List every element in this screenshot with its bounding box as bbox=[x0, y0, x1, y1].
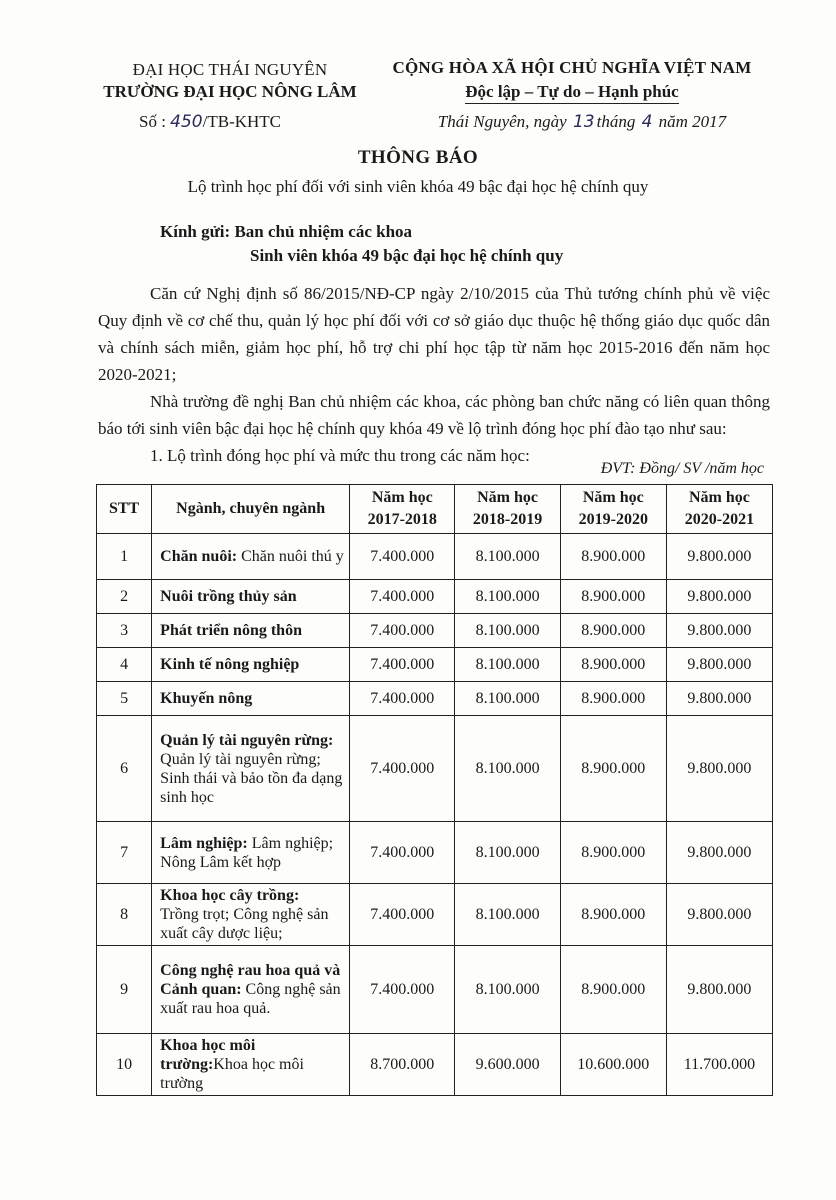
table-header-row bbox=[97, 485, 773, 534]
organization-name: TRƯỜNG ĐẠI HỌC NÔNG LÂM bbox=[103, 82, 357, 101]
cell-fee-year-2: 8.100.000 bbox=[455, 580, 560, 614]
cell-fee-year-2: 8.100.000 bbox=[455, 648, 560, 682]
major-name: Khuyến nông bbox=[160, 690, 253, 707]
issuer-block bbox=[80, 60, 380, 132]
major-name: Phát triển nông thôn bbox=[160, 622, 302, 639]
cell-stt: 2 bbox=[97, 580, 152, 614]
cell-fee-year-3: 8.900.000 bbox=[560, 884, 666, 946]
table-body bbox=[97, 534, 773, 1096]
major-name: Khoa học môi trường: bbox=[160, 1037, 256, 1073]
header-year-2: Năm học 2018-2019 bbox=[455, 485, 560, 534]
issue-date: Thái Nguyên, ngày 13 tháng 4 năm 2017 bbox=[437, 112, 727, 132]
cell-fee-year-1: 7.400.000 bbox=[350, 884, 455, 946]
national-header bbox=[392, 58, 752, 132]
cell-fee-year-3: 8.900.000 bbox=[560, 682, 666, 716]
document-body bbox=[98, 280, 770, 469]
header-year-1: Năm học 2017-2018 bbox=[350, 485, 455, 534]
specialization-list: Quản lý tài nguyên rừng; Sinh thái và bảo tồn đa dạng sinh học bbox=[160, 750, 343, 806]
specialization-list: Chăn nuôi thú y bbox=[237, 548, 344, 565]
cell-fee-year-2: 8.100.000 bbox=[455, 884, 560, 946]
recipient-line-2: Sinh viên khóa 49 bậc đại học hệ chính quy bbox=[250, 246, 564, 265]
paragraph-request: Nhà trường đề nghị Ban chủ nhiệm các khoa, các phòng ban chức năng có liên quan thông báo tới sinh viên bậc đại học hệ chính quy khóa 49 về lộ trình đóng học phí đào tạo như sau: bbox=[98, 392, 770, 438]
cell-fee-year-4: 9.800.000 bbox=[666, 614, 772, 648]
cell-major bbox=[152, 534, 350, 580]
specialization-list: Khoa học môi trường bbox=[160, 1056, 304, 1092]
table-row bbox=[97, 1034, 773, 1096]
header-stt: STT bbox=[97, 485, 152, 534]
specialization-list: Trồng trọt; Công nghệ sản xuất cây dược liệu; bbox=[160, 906, 329, 942]
header-major: Ngành, chuyên ngành bbox=[152, 485, 350, 534]
cell-major bbox=[152, 1034, 350, 1096]
cell-stt: 7 bbox=[97, 822, 152, 884]
paragraph-section-1: 1. Lộ trình đóng học phí và mức thu trong các năm học: bbox=[150, 446, 530, 465]
recipients-block bbox=[160, 220, 563, 268]
cell-fee-year-3: 8.900.000 bbox=[560, 716, 666, 822]
table-row bbox=[97, 580, 773, 614]
cell-stt: 10 bbox=[97, 1034, 152, 1096]
cell-fee-year-1: 7.400.000 bbox=[350, 648, 455, 682]
cell-fee-year-3: 8.900.000 bbox=[560, 580, 666, 614]
major-name: Chăn nuôi: bbox=[160, 548, 238, 565]
cell-fee-year-3: 8.900.000 bbox=[560, 614, 666, 648]
cell-stt: 5 bbox=[97, 682, 152, 716]
cell-stt: 1 bbox=[97, 534, 152, 580]
table-row bbox=[97, 946, 773, 1034]
cell-fee-year-2: 8.100.000 bbox=[455, 946, 560, 1034]
cell-major bbox=[152, 946, 350, 1034]
cell-fee-year-3: 10.600.000 bbox=[560, 1034, 666, 1096]
cell-fee-year-1: 7.400.000 bbox=[350, 946, 455, 1034]
cell-fee-year-2: 8.100.000 bbox=[455, 822, 560, 884]
national-motto: Độc lập – Tự do – Hạnh phúc bbox=[465, 82, 678, 104]
cell-major bbox=[152, 648, 350, 682]
cell-stt: 3 bbox=[97, 614, 152, 648]
cell-fee-year-1: 7.400.000 bbox=[350, 716, 455, 822]
date-month-handwritten: 4 bbox=[641, 112, 653, 132]
table-row bbox=[97, 682, 773, 716]
cell-fee-year-4: 9.800.000 bbox=[666, 822, 772, 884]
cell-fee-year-2: 8.100.000 bbox=[455, 614, 560, 648]
header-year-4: Năm học 2020-2021 bbox=[666, 485, 772, 534]
cell-fee-year-4: 9.800.000 bbox=[666, 648, 772, 682]
cell-fee-year-1: 7.400.000 bbox=[350, 580, 455, 614]
document-number: Số : 450/TB-KHTC bbox=[138, 112, 282, 132]
cell-fee-year-2: 8.100.000 bbox=[455, 716, 560, 822]
cell-fee-year-3: 8.900.000 bbox=[560, 822, 666, 884]
cell-fee-year-4: 9.800.000 bbox=[666, 534, 772, 580]
cell-fee-year-1: 7.400.000 bbox=[350, 534, 455, 580]
cell-fee-year-1: 7.400.000 bbox=[350, 822, 455, 884]
nation-title: CỘNG HÒA XÃ HỘI CHỦ NGHĨA VIỆT NAM bbox=[392, 58, 752, 77]
document-title: THÔNG BÁO bbox=[357, 147, 479, 168]
tuition-table bbox=[96, 484, 773, 1096]
major-name: Kinh tế nông nghiệp bbox=[160, 656, 300, 673]
table-row bbox=[97, 648, 773, 682]
cell-fee-year-3: 8.900.000 bbox=[560, 534, 666, 580]
cell-fee-year-4: 9.800.000 bbox=[666, 884, 772, 946]
table-row bbox=[97, 716, 773, 822]
cell-fee-year-2: 8.100.000 bbox=[455, 534, 560, 580]
major-name: Lâm nghiệp: bbox=[160, 834, 248, 852]
header-year-3: Năm học 2019-2020 bbox=[560, 485, 666, 534]
cell-fee-year-4: 9.800.000 bbox=[666, 946, 772, 1034]
cell-fee-year-4: 11.700.000 bbox=[666, 1034, 772, 1096]
cell-fee-year-1: 8.700.000 bbox=[350, 1034, 455, 1096]
cell-fee-year-1: 7.400.000 bbox=[350, 682, 455, 716]
table-row bbox=[97, 884, 773, 946]
cell-stt: 4 bbox=[97, 648, 152, 682]
document-number-handwritten: 450 bbox=[170, 112, 203, 132]
cell-fee-year-3: 8.900.000 bbox=[560, 648, 666, 682]
cell-major bbox=[152, 682, 350, 716]
cell-fee-year-2: 9.600.000 bbox=[455, 1034, 560, 1096]
major-name: Khoa học cây trồng: bbox=[160, 887, 300, 904]
major-name: Công nghệ rau hoa quả và Cảnh quan: bbox=[160, 962, 341, 998]
table-row bbox=[97, 614, 773, 648]
cell-major bbox=[152, 614, 350, 648]
specialization-list: Lâm nghiệp; Nông Lâm kết hợp bbox=[160, 834, 334, 871]
major-name: Nuôi trồng thủy sản bbox=[160, 588, 297, 605]
cell-major bbox=[152, 580, 350, 614]
table-row bbox=[97, 534, 773, 580]
cell-major bbox=[152, 822, 350, 884]
specialization-list: Công nghệ sản xuất rau hoa quả. bbox=[160, 981, 341, 1017]
cell-stt: 6 bbox=[97, 716, 152, 822]
major-name: Quản lý tài nguyên rừng: bbox=[160, 731, 334, 749]
cell-fee-year-1: 7.400.000 bbox=[350, 614, 455, 648]
cell-fee-year-4: 9.800.000 bbox=[666, 716, 772, 822]
recipient-line-1: Ban chủ nhiệm các khoa bbox=[234, 222, 413, 241]
cell-stt: 9 bbox=[97, 946, 152, 1034]
cell-major bbox=[152, 716, 350, 822]
recipients-label: Kính gửi: bbox=[160, 222, 231, 241]
document-subtitle: Lộ trình học phí đối với sinh viên khóa 49 bậc đại học hệ chính quy bbox=[187, 177, 649, 196]
cell-fee-year-3: 8.900.000 bbox=[560, 946, 666, 1034]
date-day-handwritten: 13 bbox=[572, 112, 595, 132]
unit-note: ĐVT: Đồng/ SV /năm học bbox=[600, 460, 764, 477]
cell-fee-year-2: 8.100.000 bbox=[455, 682, 560, 716]
cell-fee-year-4: 9.800.000 bbox=[666, 682, 772, 716]
cell-fee-year-4: 9.800.000 bbox=[666, 580, 772, 614]
table-row bbox=[97, 822, 773, 884]
cell-major bbox=[152, 884, 350, 946]
paragraph-legal-basis: Căn cứ Nghị định số 86/2015/NĐ-CP ngày 2/10/2015 của Thủ tướng chính phủ về việc Quy định về cơ chế thu, quản lý học phí đối với cơ sở giáo dục thuộc hệ thống giáo dục quốc dân và chính sách miễn, giảm học phí, hỗ trợ chi phí học tập từ năm học 2015-2016 đến năm học 2020-2021; bbox=[98, 284, 770, 384]
cell-stt: 8 bbox=[97, 884, 152, 946]
parent-organization: ĐẠI HỌC THÁI NGUYÊN bbox=[132, 60, 328, 79]
